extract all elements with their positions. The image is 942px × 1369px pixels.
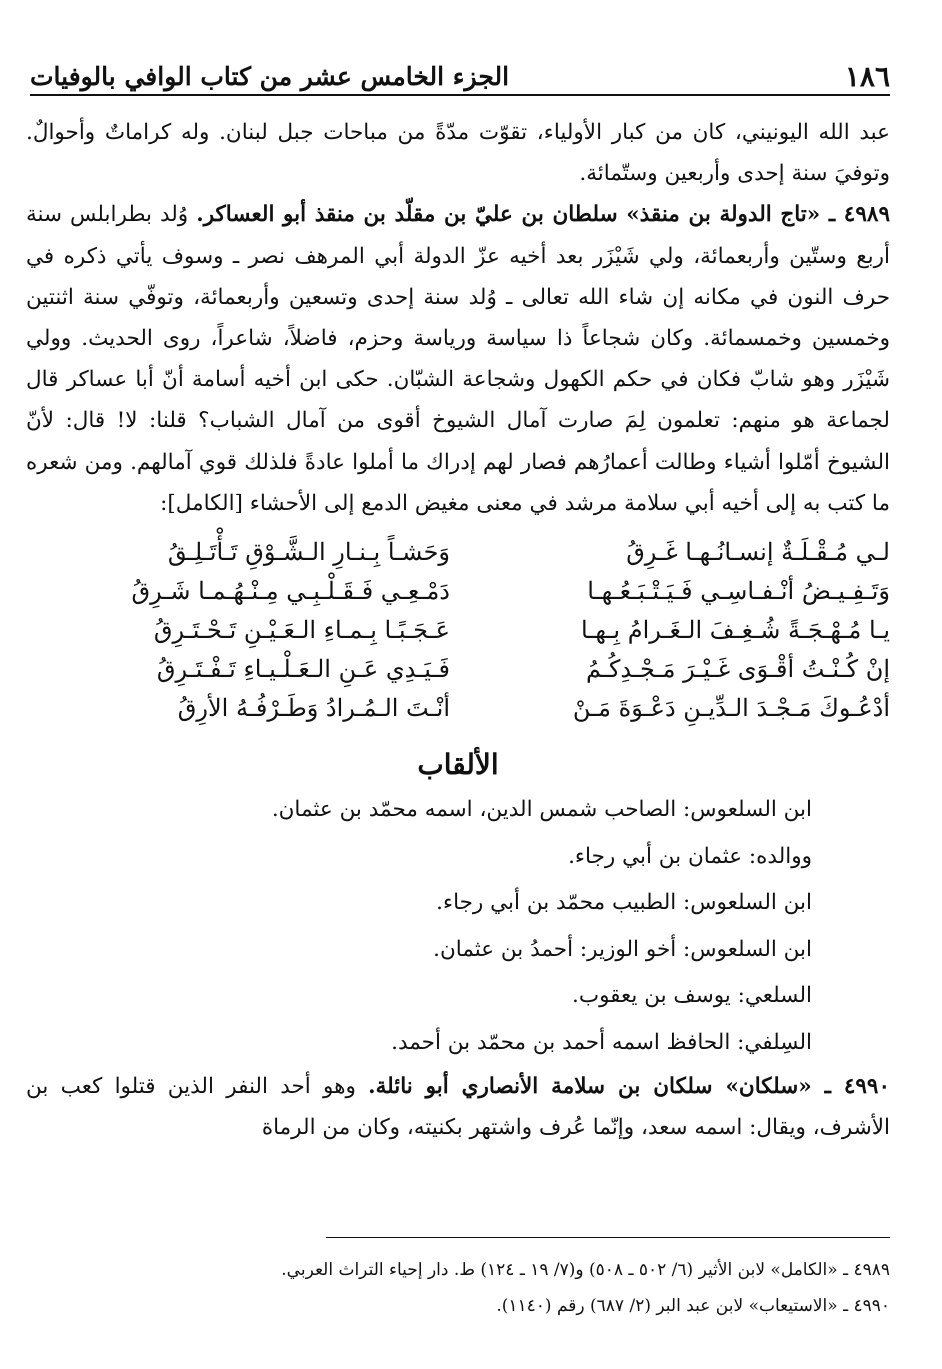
entry-4989-heading: ٤٩٨٩ ـ «تاج الدولة بن منقذ» سلطان بن عليّ بن مقلّد بن منقذ أبو العساكر. <box>196 202 890 228</box>
entry-4989-text: وُلد بطرابلس سنة أربع وستّين وأربعمائة، ولي شَيْزَر بعد أخيه عزّ الدولة أبي المرهف نصر ـ وسوف يأتي ذكره في حرف النون في مكانه إن شاء الله تعالى ـ وُلد سنة إحدى وتسعين وأربعمائة، وتوفّي سنة اثنتين وخمسين وخمسمائة. وكان شجاعاً ذا سياسة ورياسة وحزم، فاضلاً، شاعراً، روى الحديث. وولي شَيْزَر وهو شابّ فكان في حكم الكهول وشجاعة الشبّان. حكى ابن أخيه أسامة أنّ أبا عساكر قال لجماعة هو منهم: تعلمون لِمَ صارت آمال الشيوخ أقوى من آمال الشباب؟ قلنا: لا! قال: لأنّ الشيوخ أمّلوا أشياء وطالت أعمارُهم فصار لهم إدراك ما أملوا عادةً فلذلك قوي آمالهم. ومن شعره ما كتب به إلى أخيه أبي سلامة مرشد في معنى مغيض الدمع إلى الأحشاء [الكامل]: <box>26 202 890 516</box>
poem-verse <box>26 538 890 577</box>
running-title: الجزء الخامس عشر من كتاب الوافي بالوفيات <box>30 62 510 91</box>
verse-second-hemistich: فَـيَـدِي عَـنِ الـعَـلْـيـاءِ تَـفْـتَـرِقُ <box>156 655 450 684</box>
verse-second-hemistich: عَـجَـبًـا بِـمـاءِ الـعَـيْـنِ تَـحْـتَـرِقُ <box>153 616 450 645</box>
verse-first-hemistich: لـي مُـقْـلَـةٌ إنسـانُـهـا غَـرِقُ <box>626 538 890 567</box>
verse-first-hemistich: وَتَـفِـيـضُ أنْـفـاسِـي فَـيَـتْـبَـعُـهـا <box>587 577 890 606</box>
footnote-4990: ٤٩٩٠ ـ «الاستيعاب» لابن عبد البر (٢/ ٦٨٧) رقم (١١٤٠). <box>496 1296 890 1316</box>
entry-4990-heading: ٤٩٩٠ ـ «سلكان» سلكان بن سلامة الأنصاري أبو نائلة. <box>368 1074 891 1100</box>
main-text <box>26 112 890 1148</box>
entry-4990 <box>26 1066 890 1148</box>
verse-first-hemistich: إنْ كُـنْـتُ أقْـوَى غَـيْـرَ مَـجْـدِكُـمُ <box>586 655 890 684</box>
verse-first-hemistich: أدْعُـوكَ مَـجْـدَ الـدِّيـنِ دَعْـوَةَ مَـنْ <box>572 694 890 723</box>
poem-verse <box>26 694 890 733</box>
list-item: السِلفي: الحافظ اسمه أحمد بن محمّد بن أحمد. <box>391 1029 812 1055</box>
poem <box>26 538 890 732</box>
poem-verse <box>26 577 890 616</box>
intro-paragraph: عبد الله اليونيني، كان من كبار الأولياء، تقوّت مدّةً من مباحات جبل لبنان. وله كراماتٌ وأحوالٌ. وتوفيَ سنة إحدى وأربعين وستّمائة. <box>26 120 890 187</box>
list-item: ابن السلعوس: الطبيب محمّد بن أبي رجاء. <box>436 890 812 916</box>
list-item: السلعي: يوسف بن يعقوب. <box>572 983 812 1009</box>
entry-4989 <box>26 194 890 524</box>
poem-verse <box>26 616 890 655</box>
verse-second-hemistich: أنْـتَ الـمُـرادُ وَطَـرْفُـهُ الأرِقُ <box>177 694 450 723</box>
footnote-divider <box>326 1237 890 1238</box>
footnotes <box>26 1252 890 1324</box>
section-title-alqab: الألقاب <box>417 748 499 782</box>
verse-first-hemistich: يـا مُـهْـجَـةً شُـغِـفَ الـغَـرامُ بِـهـا <box>580 616 890 645</box>
list-item: ووالده: عثمان بن أبي رجاء. <box>568 843 812 869</box>
footnote-4989: ٤٩٨٩ ـ «الكامل» لابن الأثير (٦/ ٥٠٢ ـ ٥٠٨) و(٧/ ١٩ ـ ١٢٤) ط. دار إحياء التراث العربي. <box>281 1260 890 1280</box>
verse-second-hemistich: وَحَشـاً بِـنـارِ الـشَّـوْقِ تَـأْتَـلِـقُ <box>167 538 450 567</box>
list-item: ابن السلعوس: أخو الوزير: أحمدُ بن عثمان. <box>433 936 812 962</box>
page-number: ١٨٦ <box>844 60 890 93</box>
entry-4990-text: وهو أحد النفر الذين قتلوا كعب بن الأشرف، ويقال: اسمه سعد، وإنّما عُرف واشتهر بكنيته، وكان من الرماة <box>26 1074 890 1141</box>
list-item: ابن السلعوس: الصاحب شمس الدين، اسمه محمّد بن عثمان. <box>271 797 812 823</box>
page-header <box>30 52 890 98</box>
verse-second-hemistich: دَمْـعِـي فَـقَـلْـبِـي مِـنْـهُـمـا شَـرِقُ <box>131 577 450 606</box>
alqab-list <box>26 787 890 1066</box>
header-divider <box>30 94 890 96</box>
poem-verse <box>26 655 890 694</box>
